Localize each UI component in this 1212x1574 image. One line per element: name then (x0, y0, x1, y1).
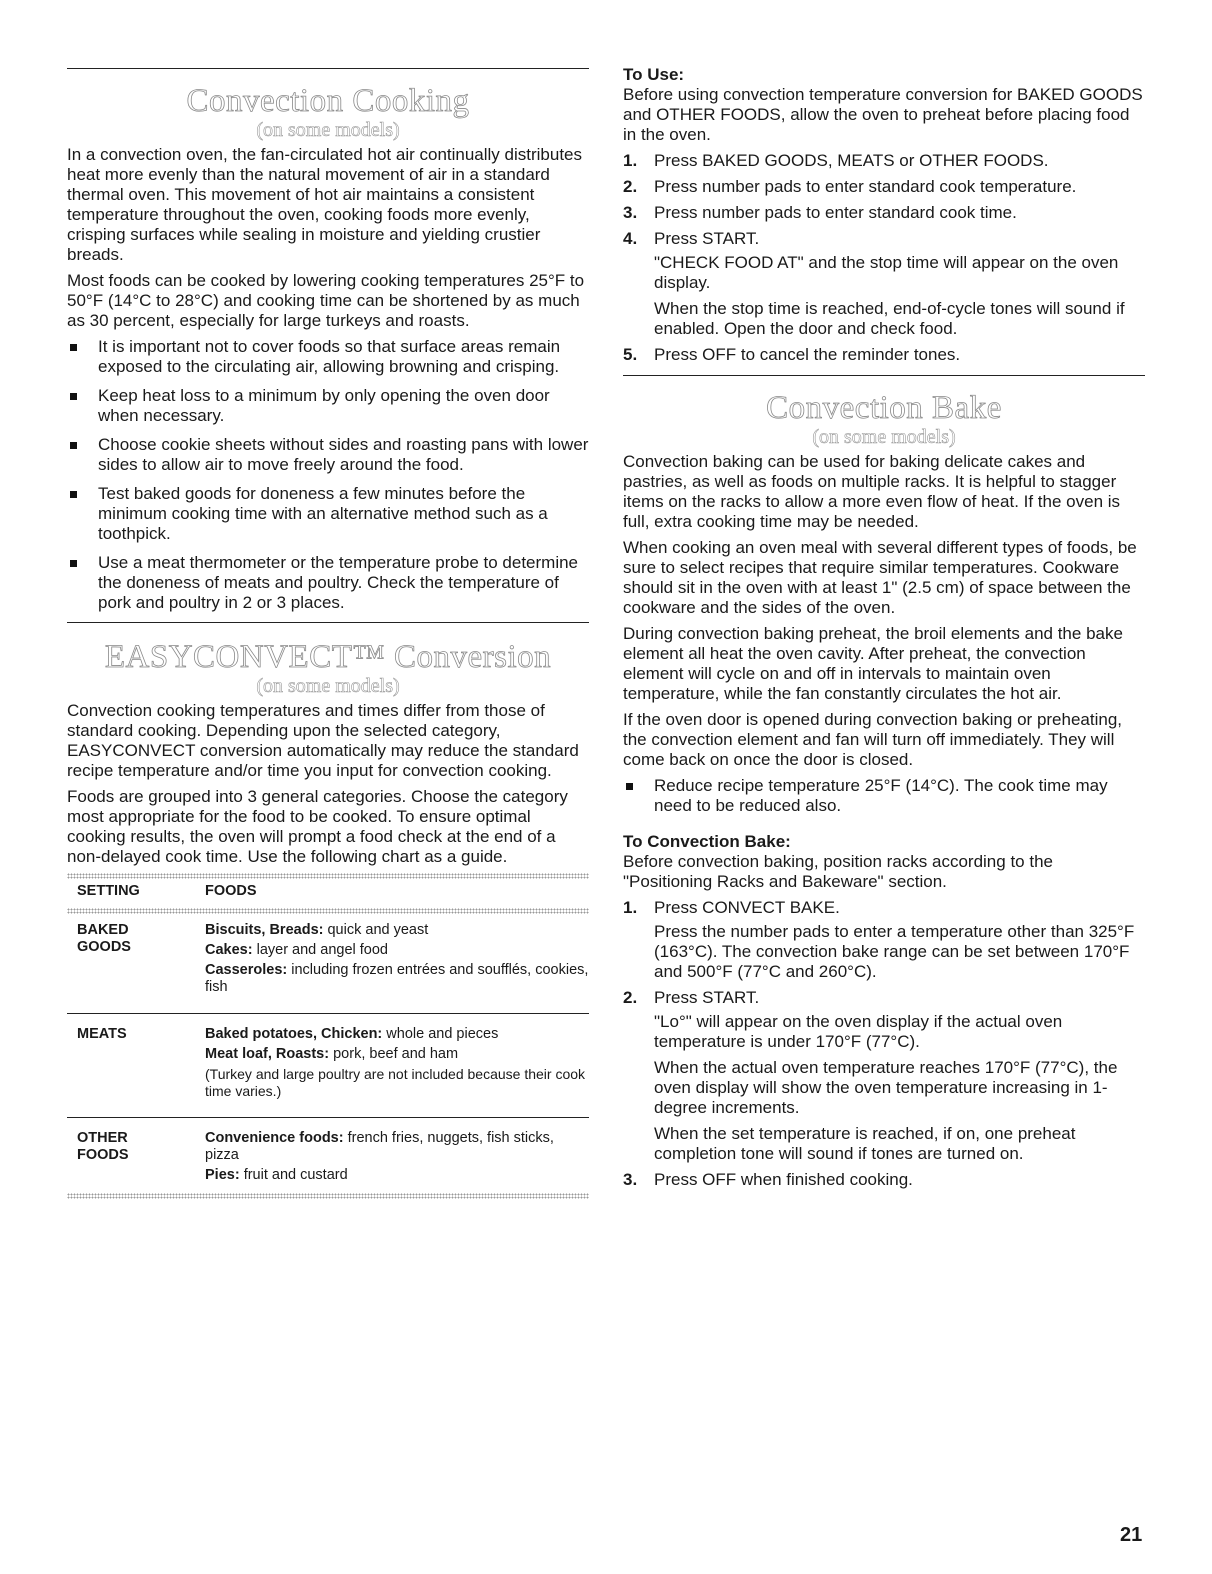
paragraph: Foods are grouped into 3 general categories. Choose the category most appropriate for the food to be cooked. To ensure optimal cooking results, the oven will prompt a food check at the end of a non-delayed cook time. Use the following chart as a guide. (67, 787, 568, 866)
setting-cell: MEATS (77, 1026, 127, 1042)
to-use-heading: To Use: (623, 65, 685, 84)
step-text: Press START. (654, 988, 760, 1007)
food-item (205, 962, 589, 996)
convection-bake-subtitle: (on some models) (812, 426, 956, 448)
step-text: Press CONVECT BAKE. (654, 898, 840, 917)
bullet-item: It is important not to cover foods so that surface areas remain exposed to the circulating air, allowing browning and crisping. (67, 337, 589, 377)
easyconvect-subtitle: (on some models) (256, 675, 400, 697)
step-text: Press OFF to cancel the reminder tones. (654, 345, 961, 364)
food-examples: including frozen entrées and soufflés, cookies, fish (205, 962, 589, 995)
convection-cooking-title: Convection Cooking (186, 83, 470, 119)
step-number: 2. (623, 177, 638, 196)
page-number: 21 (1120, 1524, 1143, 1546)
step-detail: When the stop time is reached, end-of-cycle tones will sound if enabled. Open the door and check food. (654, 299, 1125, 338)
food-examples: fruit and custard (239, 1167, 348, 1183)
step-text: Press number pads to enter standard cook time. (654, 203, 1017, 222)
step-number: 5. (623, 345, 638, 364)
food-category-label: Biscuits, Breads: (205, 922, 324, 938)
header-setting: SETTING (77, 883, 140, 899)
food-category-label: Pies: (205, 1167, 240, 1183)
step-item (623, 345, 1145, 365)
section-rule (67, 68, 589, 69)
convection-bake-title: Convection Bake (766, 390, 1002, 426)
food-category-label: Casseroles: (205, 962, 288, 978)
step-item (623, 1170, 1145, 1190)
food-item (205, 1130, 589, 1164)
paragraph: Convection cooking temperatures and times differ from those of standard cooking. Depending upon the selected category, EASYCONVECT conversion automatically may reduce the standard recipe temperature and/or time you input for convection cooking. (67, 701, 579, 780)
section-rule (623, 375, 1145, 376)
section-rule (67, 622, 589, 623)
food-category-label: Meat loaf, Roasts: (205, 1046, 330, 1062)
step-item (623, 898, 1145, 982)
paragraph: In a convection oven, the fan-circulated hot air continually distributes heat more evenly than the natural movement of air in a standard thermal oven. This movement of hot air maintains a consistent temperature throughout the oven, cooking foods more evenly, crisping surfaces while sealing in moisture and yielding crustier breads. (67, 145, 583, 264)
category-table (67, 873, 589, 1199)
food-category-label: Cakes: (205, 942, 253, 958)
step-text: Press OFF when finished cooking. (654, 1170, 913, 1189)
table-note: (Turkey and large poultry are not included because their cook time varies.) (205, 1066, 586, 1099)
food-item (205, 1046, 589, 1063)
step-item (623, 988, 1145, 1164)
bullet-item: Keep heat loss to a minimum by only opening the oven door when necessary. (67, 386, 589, 426)
bullet-item: Use a meat thermometer or the temperature probe to determine the doneness of meats and poultry. Check the temperature of pork and poultry in 2 or 3 places. (67, 553, 589, 613)
food-item (205, 1167, 589, 1184)
food-item (205, 942, 589, 959)
table-bottom-border (67, 1193, 589, 1199)
step-text: Press START. (654, 229, 760, 248)
food-examples: layer and angel food (252, 942, 388, 958)
step-number: 2. (623, 988, 638, 1007)
to-convection-bake-steps (623, 898, 1145, 1190)
step-detail: Press the number pads to enter a temperature other than 325°F (163°C). The convection bake range can be set between 170°F and 500°F (77°C and 260°C). (654, 922, 1135, 981)
step-number: 3. (623, 1170, 638, 1189)
to-use-intro: Before using convection temperature conversion for BAKED GOODS and OTHER FOODS, allow the oven to preheat before placing food in the oven. (623, 85, 1143, 144)
step-text: Press BAKED GOODS, MEATS or OTHER FOODS. (654, 151, 1049, 170)
table-row (67, 1118, 589, 1191)
to-convection-bake-intro: Before convection baking, position racks according to the "Positioning Racks and Bakeware" section. (623, 852, 1053, 891)
food-examples: whole and pieces (382, 1026, 499, 1042)
setting-cell: OTHER FOODS (77, 1130, 129, 1163)
step-detail: When the actual oven temperature reaches 170°F (77°C), the oven display will show the oven temperature increasing in 1-degree increments. (654, 1058, 1118, 1117)
right-column (623, 0, 1145, 1196)
step-item (623, 177, 1145, 197)
to-use-steps (623, 151, 1145, 365)
table-top-border (67, 873, 589, 879)
left-column (67, 0, 589, 1199)
bullet-item: Test baked goods for doneness a few minutes before the minimum cooking time with an alternative method such as a toothpick. (67, 484, 589, 544)
food-item (205, 922, 589, 939)
step-detail: "Lo°" will appear on the oven display if the actual oven temperature is under 170°F (77°C). (654, 1012, 1063, 1051)
paragraph: If the oven door is opened during convection baking or preheating, the convection element and fan will turn off immediately. They will come back on once the door is closed. (623, 710, 1123, 769)
convection-cooking-bullets (67, 337, 589, 613)
food-category-label: Convenience foods: (205, 1130, 344, 1146)
step-number: 1. (623, 898, 638, 917)
food-examples: quick and yeast (323, 922, 429, 938)
step-detail: "CHECK FOOD AT" and the stop time will appear on the oven display. (654, 253, 1119, 292)
step-item (623, 229, 1145, 339)
step-number: 4. (623, 229, 638, 248)
header-foods: FOODS (205, 883, 257, 899)
convection-cooking-subtitle: (on some models) (256, 119, 400, 141)
table-row (67, 1014, 589, 1118)
foods-cell (205, 1014, 589, 1118)
paragraph: During convection baking preheat, the broil elements and the bake element all heat the oven cavity. After preheat, the convection element will cycle on and off in intervals to maintain oven temperature, while the fan constantly circulates the hot air. (623, 624, 1123, 703)
to-convection-bake-heading: To Convection Bake: (623, 832, 791, 851)
paragraph: When cooking an oven meal with several different types of foods, be sure to select recipes that require similar temperatures. Cookware should sit in the oven with at least 1" (2.5 cm) of space between the cookware and the sides of the oven. (623, 538, 1137, 617)
table-row (67, 914, 589, 1014)
foods-cell (205, 1118, 589, 1191)
step-item (623, 203, 1145, 223)
food-examples: french fries, nuggets, fish sticks, pizza (205, 1130, 554, 1163)
step-detail: When the set temperature is reached, if on, one preheat completion tone will sound if tones are turned on. (654, 1124, 1076, 1163)
convection-cooking-paragraphs (67, 145, 589, 331)
foods-cell (205, 914, 589, 1014)
food-category-label: Baked potatoes, Chicken: (205, 1026, 383, 1042)
step-number: 1. (623, 151, 638, 170)
table-header-row (67, 883, 589, 908)
bullet-item: Reduce recipe temperature 25°F (14°C). The cook time may need to be reduced also. (623, 776, 1145, 816)
step-number: 3. (623, 203, 638, 222)
paragraph: Most foods can be cooked by lowering cooking temperatures 25°F to 50°F (14°C to 28°C) and cooking time can be shortened by as much as 30 percent, especially for large turkeys and roasts. (67, 271, 585, 330)
paragraph: Convection baking can be used for baking delicate cakes and pastries, as well as foods on multiple racks. It is helpful to stagger items on the racks to allow a more even flow of heat. If the oven is full, extra cooking time may be needed. (623, 452, 1121, 531)
setting-cell: BAKED GOODS (77, 922, 131, 955)
easyconvect-title: EASYCONVECT™ Conversion (104, 639, 552, 675)
step-text: Press number pads to enter standard cook temperature. (654, 177, 1077, 196)
bullet-item: Choose cookie sheets without sides and roasting pans with lower sides to allow air to move freely around the food. (67, 435, 589, 475)
convection-bake-bullets (623, 776, 1145, 816)
food-examples: pork, beef and ham (329, 1046, 459, 1062)
step-item (623, 151, 1145, 171)
food-item (205, 1026, 589, 1043)
